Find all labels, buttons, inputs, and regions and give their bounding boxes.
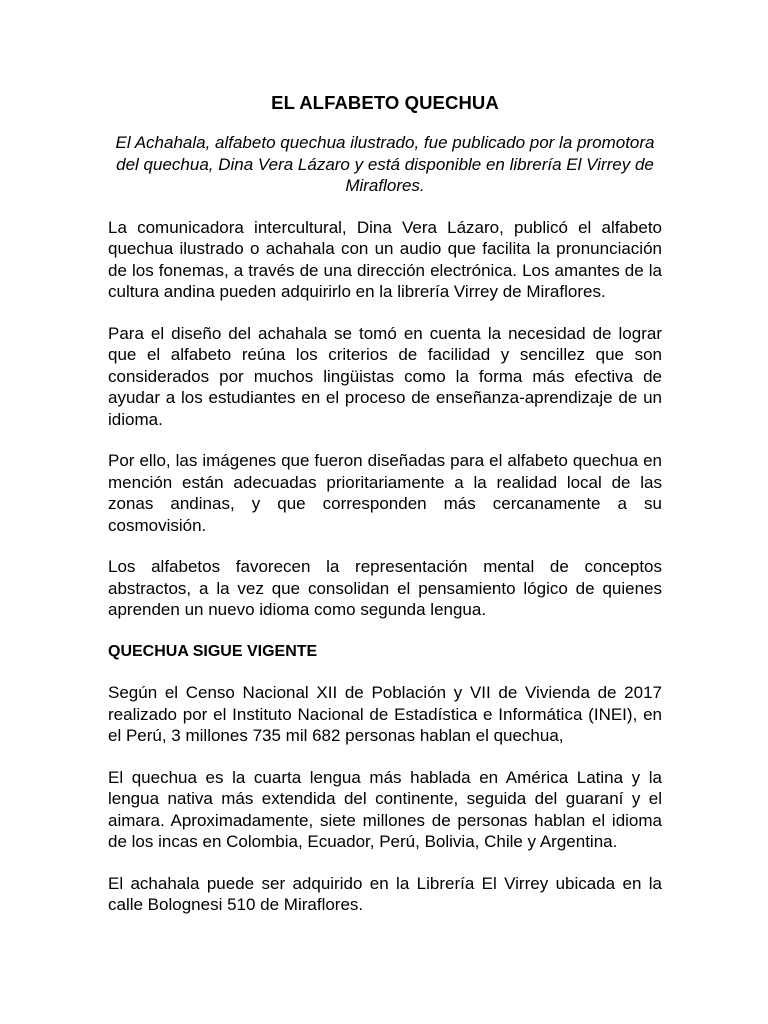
document-title: EL ALFABETO QUECHUA — [271, 92, 499, 113]
body-paragraph: La comunicadora intercultural, Dina Vera Lázaro, publicó el alfabeto quechua ilustrado o achahala con un audio que facilita la pronunciación de los fonemas, a través de una dirección electrónica. Los amantes de la cultura andina pueden adquirirlo en la librería Virrey de Miraflores. — [108, 217, 662, 301]
body-paragraph: Los alfabetos favorecen la representación mental de conceptos abstractos, a la vez que consolidan el pensamiento lógico de quienes aprenden un nuevo idioma como segunda lengua. — [108, 557, 662, 619]
document-page — [108, 90, 662, 916]
body-paragraph: Según el Censo Nacional XII de Población y VII de Vivienda de 2017 realizado por el Instituto Nacional de Estadística e Informática (INEI), en el Perú, 3 millones 735 mil 682 personas hablan el quechua, — [108, 683, 662, 745]
body-paragraph: Por ello, las imágenes que fueron diseñadas para el alfabeto quechua en mención están adecuadas prioritariamente a la realidad local de las zonas andinas, y que corresponden más cercanamente a su cosmovisión. — [108, 451, 662, 535]
lead-paragraph: El Achahala, alfabeto quechua ilustrado, fue publicado por la promotora del quechua, Dina Vera Lázaro y está disponible en librería El Virrey de Miraflores. — [115, 133, 655, 195]
body-paragraph: El achahala puede ser adquirido en la Librería El Virrey ubicada en la calle Bolognesi 510 de Miraflores. — [108, 873, 662, 914]
section-heading: QUECHUA SIGUE VIGENTE — [108, 642, 318, 660]
body-paragraph: El quechua es la cuarta lengua más hablada en América Latina y la lengua nativa más extendida del continente, seguida del guaraní y el aimara. Aproximadamente, siete millones de personas hablan el idioma de los incas en Colombia, Ecuador, Perú, Bolivia, Chile y Argentina. — [108, 767, 662, 851]
body-paragraph: Para el diseño del achahala se tomó en cuenta la necesidad de lograr que el alfabeto reúna los criterios de facilidad y sencillez que son considerados por muchos lingüistas como la forma más efectiva de ayudar a los estudiantes en el proceso de enseñanza-aprendizaje de un idioma. — [108, 323, 662, 429]
